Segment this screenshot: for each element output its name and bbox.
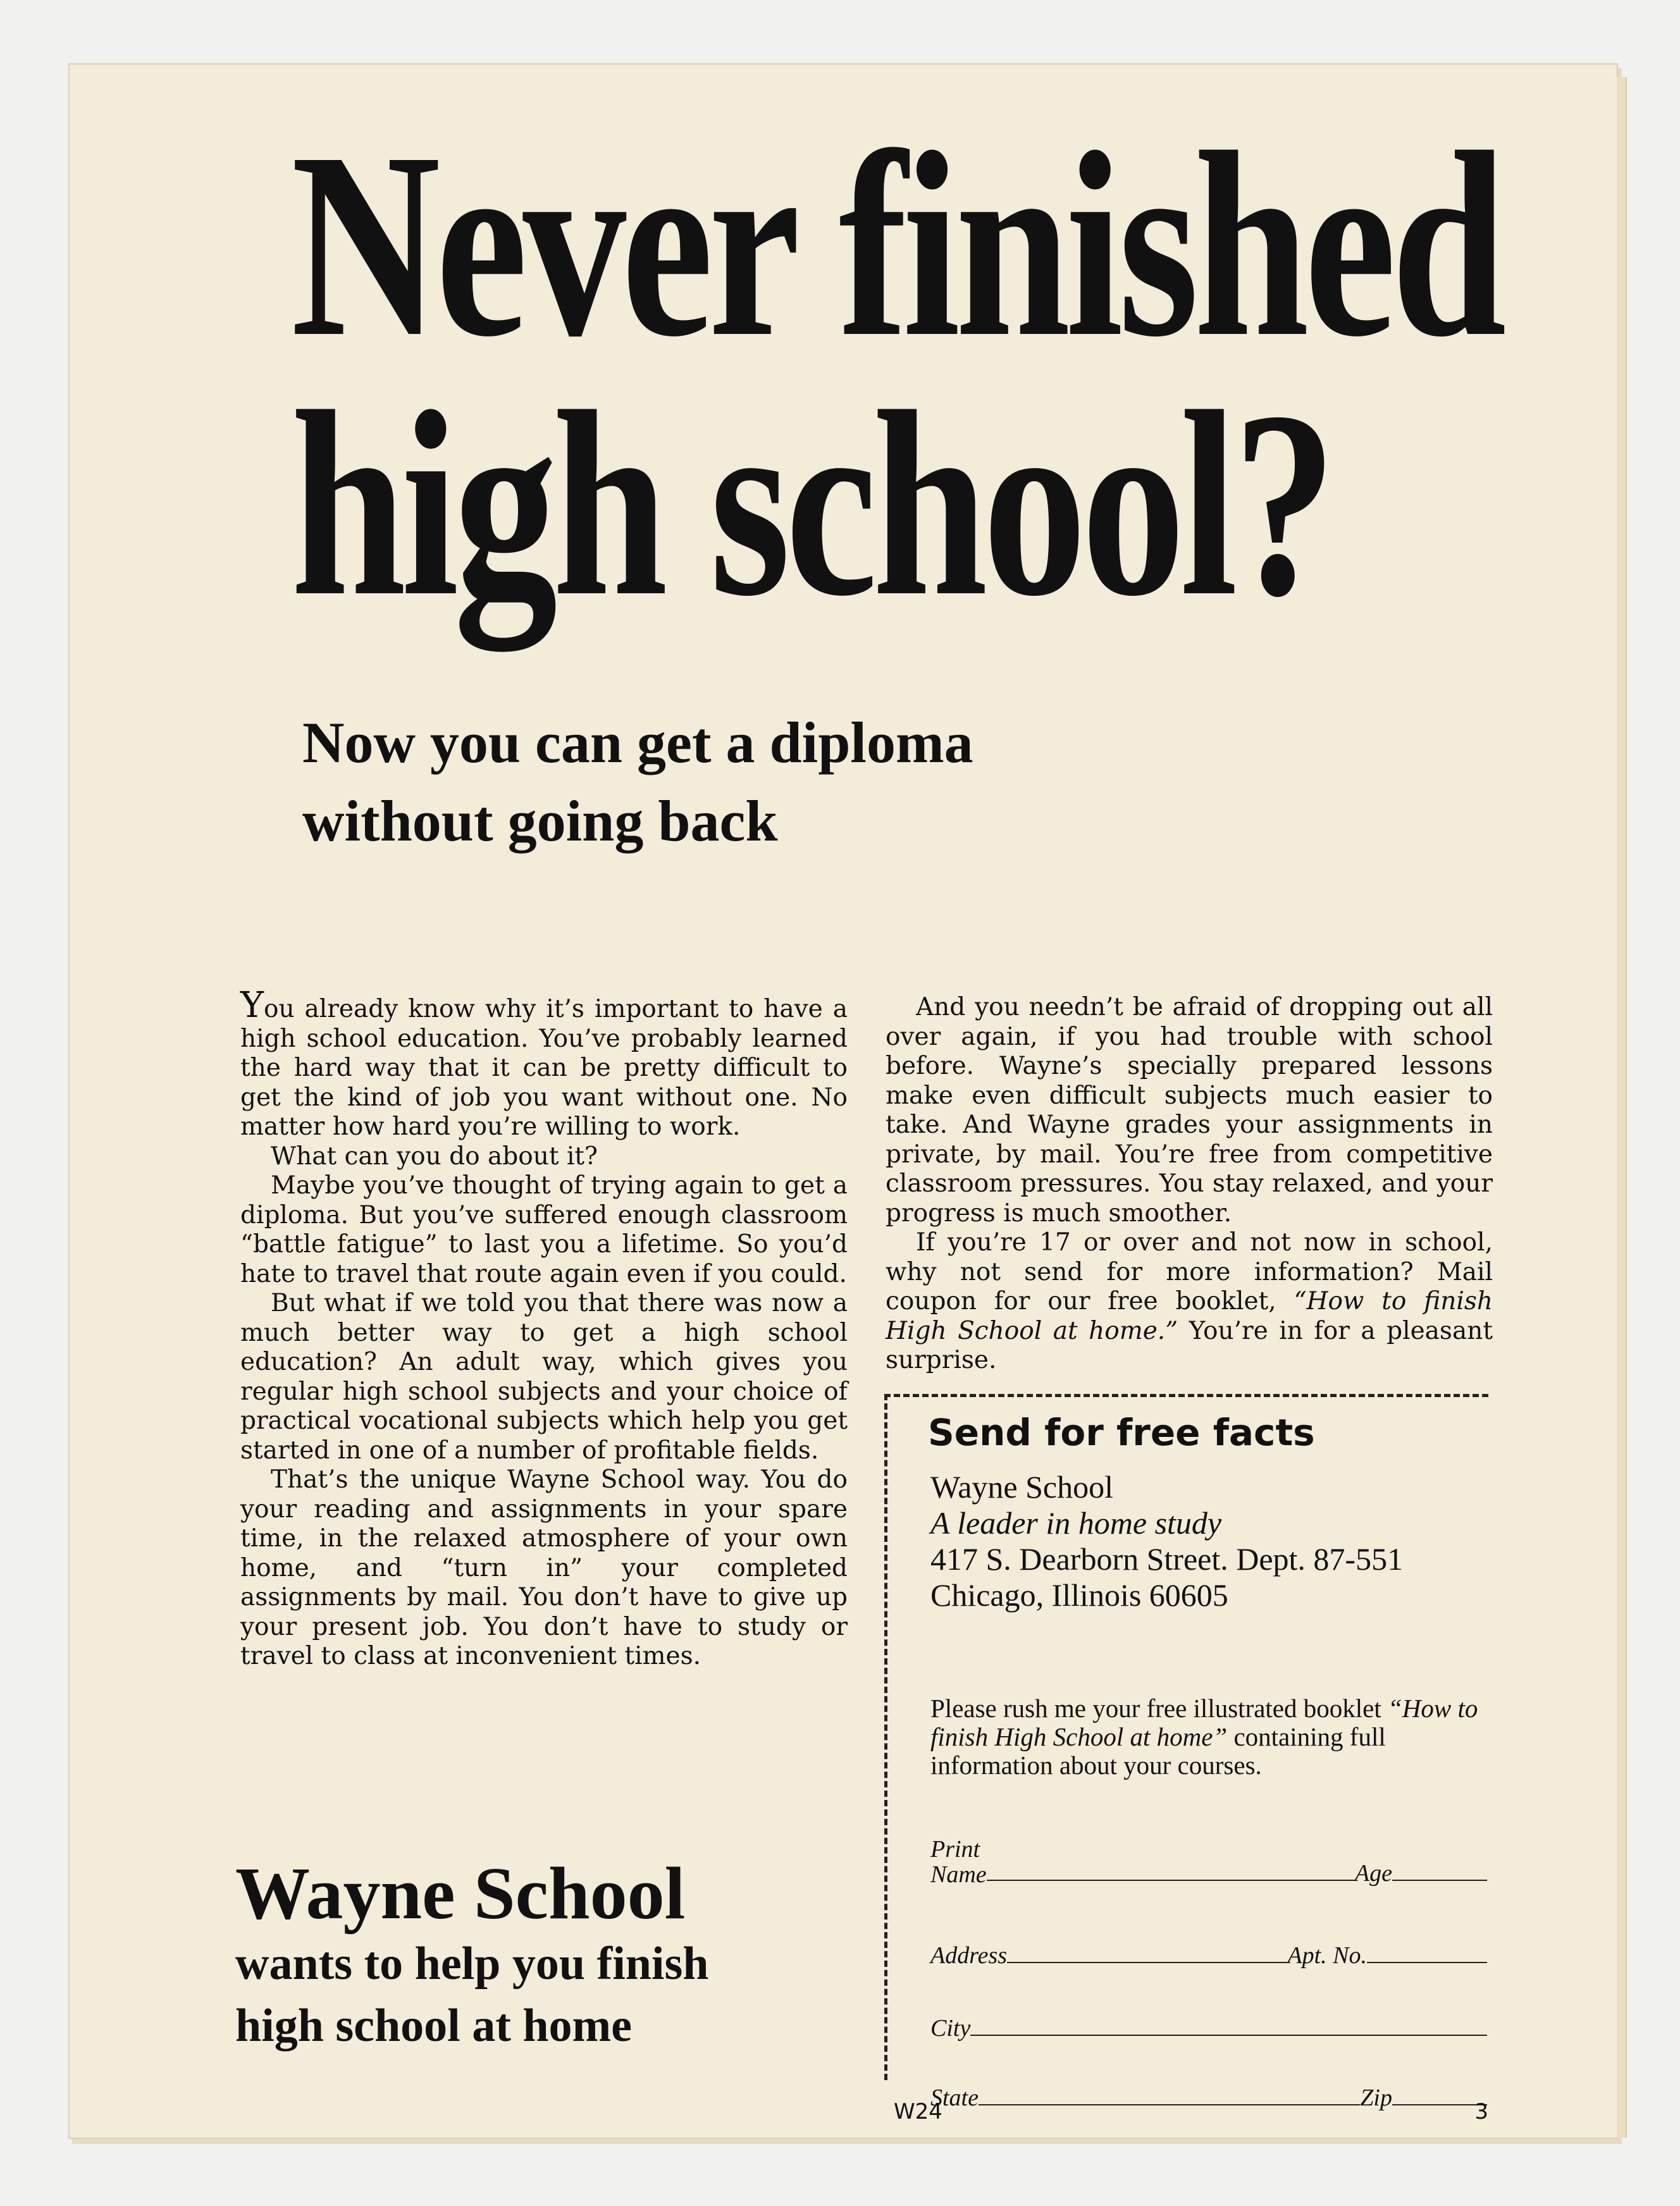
state-field[interactable] xyxy=(979,2104,1360,2105)
city-field[interactable] xyxy=(970,2034,1487,2036)
coupon-title: Send for free facts xyxy=(928,1411,1315,1454)
coupon-address xyxy=(930,1469,1474,1613)
paragraph: And you needn’t be afraid of dropping out all over again, if you had trouble with school before. Wayne’s specially prepared lessons make even difficult subjects much easier to take. And Wayne grades your assignments in private, by mail. You’re free from competitive classroom pressures. You stay relaxed, and your progress is much smoother. xyxy=(886,993,1493,1228)
tagline xyxy=(235,1854,931,2057)
subhead-line-1: Now you can get a diploma xyxy=(302,710,973,775)
paragraph xyxy=(886,1228,1493,1376)
subheadline xyxy=(302,703,1378,860)
address-row xyxy=(930,1932,1487,1969)
city-row xyxy=(930,2004,1487,2042)
print-label: Print xyxy=(930,1836,980,1863)
state-label: State xyxy=(930,2085,979,2111)
paragraph: But what if we told you that there was now a much better way to get a high school education? An adult way, which gives you regular high school subjects and your choice of practical vocational subjects which help you get started in one of a number of profitable fields. xyxy=(240,1289,848,1465)
state-zip-row xyxy=(930,2074,1487,2112)
coupon-street: 417 S. Dearborn Street. Dept. 87-551 xyxy=(930,1541,1404,1577)
magazine-page xyxy=(68,63,1618,2139)
paragraph xyxy=(240,985,848,1142)
booklet-title: “How to finish High School at home” xyxy=(930,1694,1478,1751)
request-text: Please rush me your free illustrated booklet xyxy=(930,1694,1388,1723)
coupon-city: Chicago, Illinois 60605 xyxy=(930,1577,1228,1613)
tagline-line-2: high school at home xyxy=(235,2000,633,2052)
paragraph: That’s the unique Wayne School way. You do your reading and assignments in your spare time, in the relaxed atmosphere of your own home, and “turn in” your completed assignments by mail. You don’t have to give up your present job. You don’t have to study or travel to class at inconvenient times. xyxy=(240,1465,848,1670)
name-label-text: Name xyxy=(930,1861,987,1888)
headline-line-1: Never finished xyxy=(291,97,1502,391)
paragraph-text: You’re in for a pleasant surprise. xyxy=(886,1316,1493,1374)
subhead-line-2: without going back xyxy=(302,789,778,853)
name-age-row xyxy=(930,1824,1487,1887)
paragraph-text: If you’re 17 or over and not now in school, why not send for more information? Mail coupon for our free booklet, xyxy=(886,1228,1493,1316)
slogan-text: A leader in home study xyxy=(930,1505,1222,1541)
headline-line-2: high school? xyxy=(291,357,1332,651)
body-column-right xyxy=(886,993,1493,1376)
name-field[interactable] xyxy=(987,1879,1355,1881)
zip-field[interactable] xyxy=(1392,2104,1487,2105)
page-number: 3 xyxy=(1474,2099,1488,2124)
headline xyxy=(291,97,1502,651)
city-label: City xyxy=(930,2015,971,2042)
zip-label: Zip xyxy=(1360,2085,1392,2111)
coupon-code: W24 xyxy=(894,2099,942,2124)
age-label: Age xyxy=(1354,1860,1392,1887)
drop-cap: Y xyxy=(240,985,264,1026)
coupon-slogan xyxy=(930,1505,1474,1541)
school-name: Wayne School xyxy=(235,1852,686,1935)
mail-coupon[interactable] xyxy=(884,1394,1488,2124)
tagline-line-1: wants to help you finish xyxy=(235,1938,709,1990)
age-field[interactable] xyxy=(1392,1879,1487,1881)
paragraph-text: ou already know why it’s important to have a high school education. You’ve probably learned the hard way that it can be pretty difficult to get the kind of job you want without one. No matter how hard you’re willing to work. xyxy=(240,995,848,1141)
paragraph: What can you do about it? xyxy=(271,1142,598,1171)
apt-field[interactable] xyxy=(1367,1961,1487,1963)
paragraph: Maybe you’ve thought of trying again to get a diploma. But you’ve suffered enough classroom “battle fatigue” to last you a lifetime. So you’d hate to travel that route again even if you could. xyxy=(240,1171,848,1288)
apt-label: Apt. No. xyxy=(1287,1942,1367,1969)
coupon-request xyxy=(930,1694,1487,1780)
address-label: Address xyxy=(930,1942,1008,1969)
body-column-left xyxy=(240,985,848,1672)
request-text: containing full information about your courses. xyxy=(930,1722,1386,1780)
booklet-title: “How to finish High School at home.” xyxy=(886,1287,1493,1345)
name-label xyxy=(930,1837,987,1887)
coupon-school: Wayne School xyxy=(930,1469,1113,1505)
address-field[interactable] xyxy=(1007,1961,1287,1963)
